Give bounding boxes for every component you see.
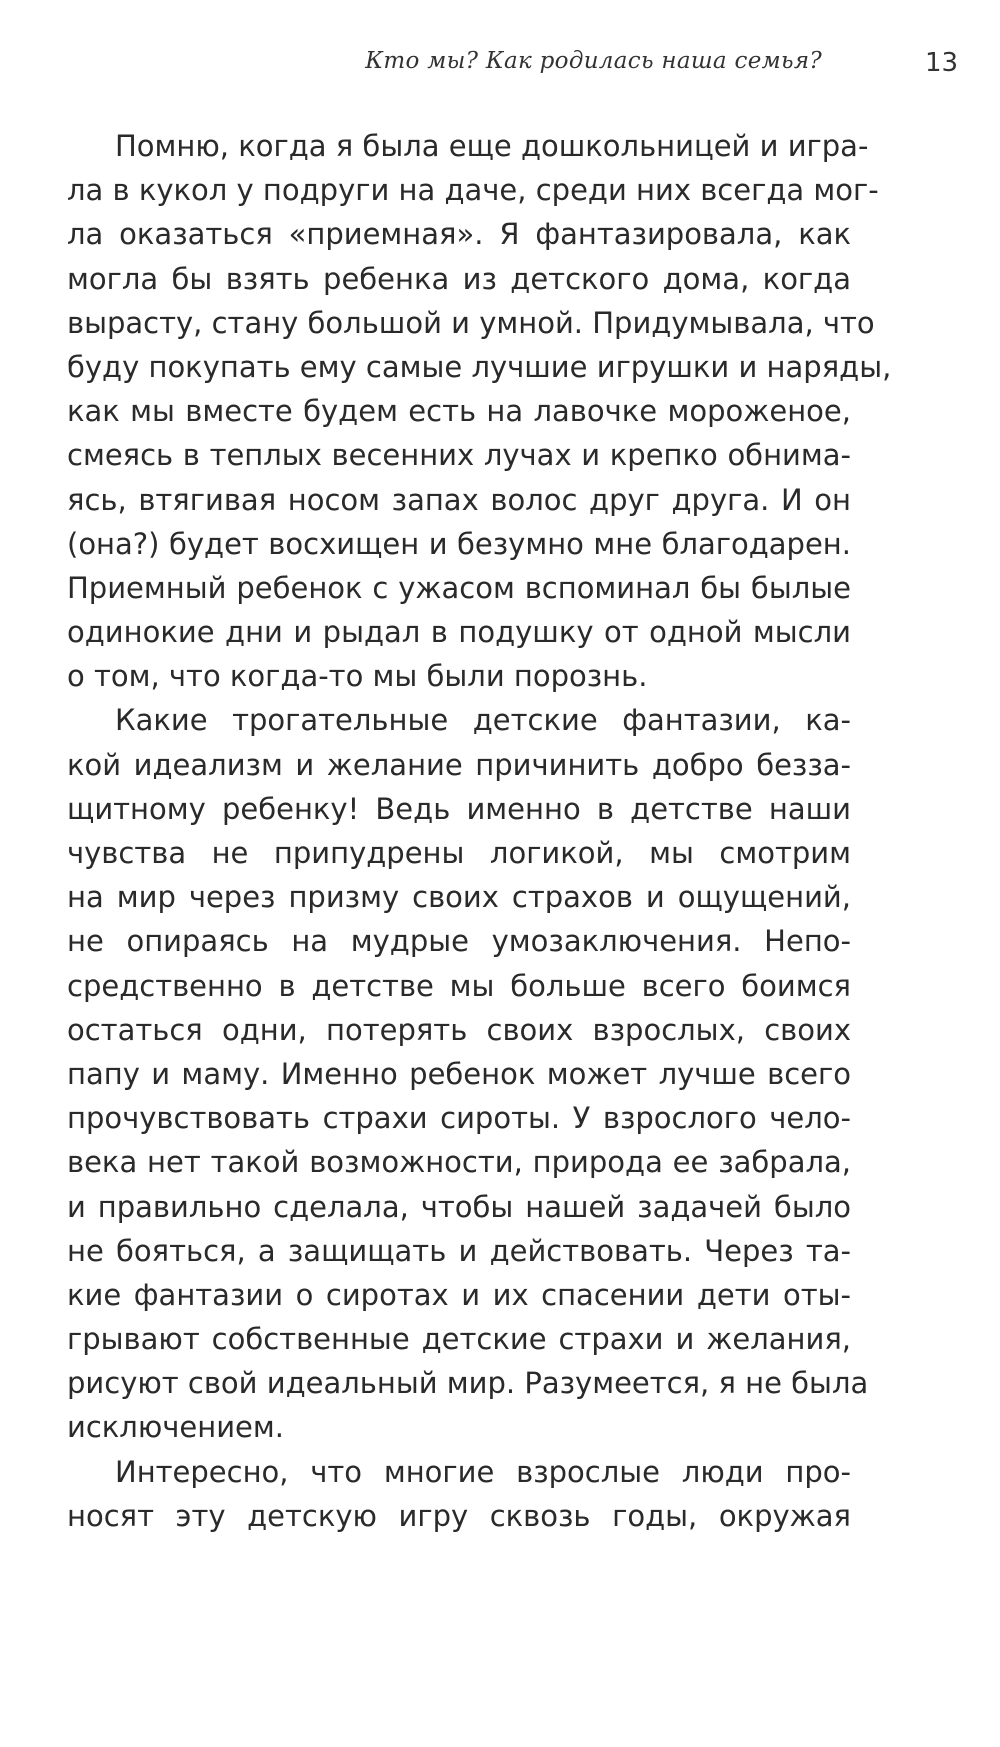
page-number: 13: [925, 48, 959, 78]
text-line: о том, что когда-то мы были порознь.: [67, 659, 648, 694]
text-line: не опираясь на мудрые умозаключения. Непо-: [67, 924, 851, 959]
text-line: как мы вместе будем есть на лавочке мороженое,: [67, 394, 851, 429]
text-line: грывают собственные детские страхи и желания,: [67, 1322, 851, 1357]
text-line: Приемный ребенок с ужасом вспоминал бы былые: [67, 570, 851, 605]
text-line: средственно в детстве мы больше всего боимся: [67, 968, 851, 1003]
text-line: одинокие дни и рыдал в подушку от одной мысли: [67, 615, 851, 650]
running-title: Кто мы? Как родилась наша семья?: [365, 48, 822, 74]
text-line: (она?) будет восхищен и безумно мне благодарен.: [67, 526, 851, 561]
text-line: не бояться, а защищать и действовать. Через та-: [67, 1233, 851, 1268]
text-line: ла в кукол у подруги на даче, среди них всегда мог-: [67, 173, 879, 208]
text-line: щитному ребенку! Ведь именно в детстве наши: [67, 791, 851, 826]
text-line: носят эту детскую игру сквозь годы, окружая: [67, 1498, 851, 1533]
text-line: папу и маму. Именно ребенок может лучше всего: [67, 1056, 851, 1091]
text-line: кие фантазии о сиротах и их спасении дети оты-: [67, 1277, 851, 1312]
text-line: могла бы взять ребенка из детского дома, когда: [67, 261, 851, 296]
text-line: кой идеализм и желание причинить добро безза-: [67, 747, 851, 782]
text-line: исключением.: [67, 1410, 284, 1445]
text-line: рисуют свой идеальный мир. Разумеется, я не была: [67, 1366, 869, 1401]
text-line: ясь, втягивая носом запах волос друг друга. И он: [67, 482, 851, 517]
text-line: чувства не припудрены логикой, мы смотрим: [67, 836, 851, 870]
text-line: Какие трогательные детские фантазии, ка-: [115, 703, 851, 738]
paragraph-2: [67, 698, 869, 1449]
text-line: остаться одни, потерять своих взрослых, своих: [67, 1012, 851, 1047]
text-line: и правильно сделала, чтобы нашей задачей было: [67, 1189, 851, 1224]
paragraph-1: [67, 124, 892, 698]
text-line: буду покупать ему самые лучшие игрушки и наряды,: [67, 349, 892, 384]
text-line: Интересно, что многие взрослые люди про-: [115, 1454, 851, 1489]
text-line: ла оказаться «приемная». Я фантазировала, как: [67, 217, 851, 252]
text-line: века нет такой возможности, природа ее забрала,: [67, 1145, 851, 1180]
text-line: прочувствовать страхи сироты. У взрослого чело-: [67, 1101, 851, 1136]
text-line: на мир через призму своих страхов и ощущений,: [67, 880, 851, 915]
paragraph-3: [67, 1450, 851, 1538]
text-line: Помню, когда я была еще дошкольницей и игра-: [115, 129, 869, 163]
body-text: [67, 124, 892, 1538]
text-line: смеясь в теплых весенних лучах и крепко обнима-: [67, 438, 851, 473]
text-line: вырасту, стану большой и умной. Придумывала, что: [67, 305, 875, 340]
